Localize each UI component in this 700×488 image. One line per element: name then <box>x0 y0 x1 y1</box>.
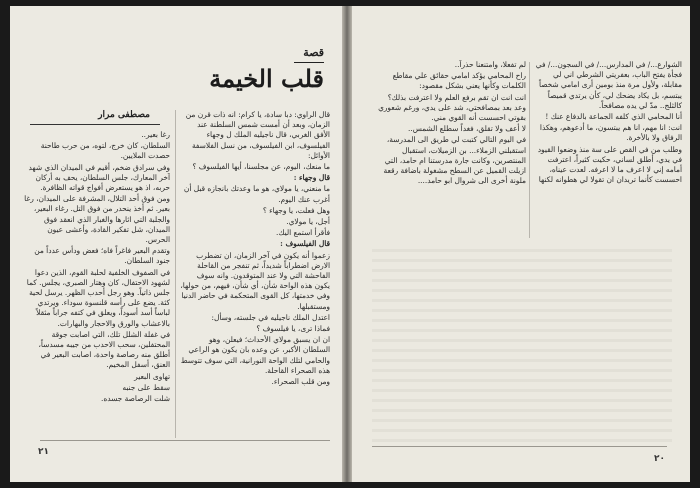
paragraph: راح المحامي يؤكد امامي حقائق علي مقاطع الكلمات وكأنها يعني بشكل مقصود: <box>392 71 526 91</box>
paragraph: أجل، يا مولاي. <box>286 217 330 227</box>
paragraph: ومن فوق أحد التلال، المشرفة على الميدان، رغا بعير. ثم أخذ ينحدر من فوق التل. رغاء البعير، والجلبة التي اثارها والغبار الذي انعقد فوق الميدان، شل تفكير القادة، وأعشى عيون الحرس. <box>24 194 170 245</box>
paragraph: ما منعني، يا مولاي، هو ما وعدتك بانجازه قبل أن أغرب عنك اليوم. <box>183 184 330 204</box>
footer-rule <box>372 446 667 447</box>
paragraph: اعتدل الملك ناجيليه في جلسته، وسأل: <box>211 312 330 322</box>
paragraph: لم تفعلا، وامتنعنا حذراً.. <box>454 60 526 69</box>
paragraph: في الصفوف الخلفية لحلبة القوم، الذين دعوا لشهود الاحتفال، كان وهتار الصبري، يجلس. كما جلس ذاتياً. وهو رجل أحدب الظهر. يرسل لحية كثة. يضع على رأسه قلنسوة سوداء. ويرتدي لباساً أسد أسوداً، ويعلق في كتفه جراباً مثقلاً بالاعشاب والورق والاحجار والبهارات. <box>26 267 170 328</box>
paragraph: تهاوى البعير <box>134 371 170 381</box>
author-underline <box>30 124 160 125</box>
paragraph: وطلب من في القص على سة منذ وضعوا القيود في يدي، أطلق لساني، حكيت كثيراً، اعترفت أمامه إني لا اعرف ما لا اعرفه. لعدت عيناه، احسست كأنما تريدان ان تقولا لي هطوانه لكنها <box>537 144 682 185</box>
show-through-area <box>372 242 672 442</box>
book-gutter <box>342 6 352 482</box>
paragraph: زعموا أنه يكون في آخر الزمان، ان تضطرب الارض اضطراباً شديداً، ثم تنفجر من القاحلة الفاحشة التي ولا عند المتوقدون. وانه سوف يكون هذه الواحة شأن، أي شأن، فيهم، من حولها، وفي خدمتها، كل القوى المتحكمة في حاضر الدنيا ومستقبلها. <box>180 250 330 311</box>
page-number: ٢١ <box>38 447 49 457</box>
paragraph: ان ان يسبق مولاي الأحداث؛ فيعلن، وهو السلطان الأكبر، عن وعده بان يكون هو الراعي والحامي لتلك الواحة النورانية، التي سوف تتوسط هذه الصحراء القاحلة. <box>180 335 330 375</box>
paragraph: في غفلة الشلل تلك، التي اصابت جوقة المحتفلين، سحب الاحدب من جيبه مسدساً، أطلق منه رصاصة واحدة، اصابت البعير في العنق، أسفل المخيم. <box>38 329 170 370</box>
paragraph: الشوارع.../ في المدارس.../ في السجون.../ في فجأة يفتح الباب، بعفريتي الشرطي اني لي مقابلة، ولأول مرة منذ بومين أرى امامي شخصاً يبتسم، بل يكاد يضحك لي، كأن يرتدي قميصاً كالثلج.. مدّ لي يده مصافحاً. <box>535 60 682 110</box>
paragraph: شلت الرصاصة جسده. <box>100 394 170 404</box>
paragraph: أنا المحامي الذي كلفه الجماعة بالدفاع عنك ! <box>545 112 682 122</box>
paragraph: وتقدم البعير فاغراً فاه؛ فعض ودأس عدداً من جنود السلطان. <box>34 246 170 266</box>
paragraph: رغا بعير.. <box>141 130 170 139</box>
paragraph: قال الراوي: دبا سادة، يا كرام: انه ذات قرن من الزمان، وبعد أن أمست شمس السلطنة عند الأفق الغربي، قال ناجيليه الملك ل وجهاء الفيلسوف، ابن الفيلسوف، من نسل الفلاسفة الأوائل: <box>185 110 330 160</box>
footer-rule <box>40 440 330 441</box>
paragraph: قال وجهاء : <box>293 173 330 183</box>
paragraph: وفي سرادق ضخم، أقيم في الميدان الذي شهد آخر المعارك، جلس السلطان، يحف به أركان حربه، اذ هو يستعرض أفواج قواته الظافرة. <box>28 162 170 193</box>
right-page-right-column <box>532 60 682 238</box>
story-label: قصة <box>303 46 324 59</box>
paragraph: سقط على جنبه <box>122 382 170 392</box>
right-page <box>352 6 690 482</box>
story-label-underline <box>294 62 324 63</box>
paragraph: انت انت ان تقم برفع العلم ولا اعترفت بذلك؟ وعد بعد بمصافحتي، شد على يدي، ورغم شعوري بقوتي احسست أنه القوي مني. <box>378 92 526 123</box>
paragraph: فأقرأ استمع اليك. <box>276 228 330 238</box>
author-name: مصطفى مرار <box>98 110 150 120</box>
paragraph: ومن قلب الصحراء. <box>271 377 330 387</box>
paragraph: قال الفيلسوف : <box>280 239 330 249</box>
paragraph: في اليوم التالي كتبت لي طريق الى المدرسة، استقبلني الزملاء... بن الزميلات، استقبال المنتصرين، وكانت جارة مدرستنا ام حامد، التي ازيلت القميل عن السطح مشغولة باضافة رقعة ملونة أخرى الى شروال ابو حامد.... <box>383 135 526 186</box>
story-title: قلب الخيمة <box>209 64 324 93</box>
column-divider <box>529 62 530 238</box>
paragraph: وهل فعلت، يا وجهاء ؟ <box>262 205 330 215</box>
left-page <box>10 6 342 482</box>
right-page-left-column <box>374 60 526 238</box>
paragraph: انت: انا مهم، انا هم يبتسون، ما أدعوهم، وهكذا الرفاق ولا بالأخرة. <box>539 123 682 143</box>
paragraph: السلطان، كان خرج، لتوه، من حرب طاحنة حصدت الملايين. <box>40 141 170 161</box>
paragraph: فماذا ترى، يا فيلسوف ؟ <box>256 324 330 334</box>
page-number: ٢٠ <box>654 454 665 464</box>
left-page-right-column <box>180 110 330 440</box>
paragraph: لا أعف ولا تقلق، فغداً سطلع الشمس.. <box>408 124 526 134</box>
column-divider <box>175 110 176 438</box>
left-page-left-column <box>22 130 170 440</box>
paragraph: ما منعك، اليوم، عن مجلسنا، أيها الفيلسوف ؟ <box>192 162 330 172</box>
